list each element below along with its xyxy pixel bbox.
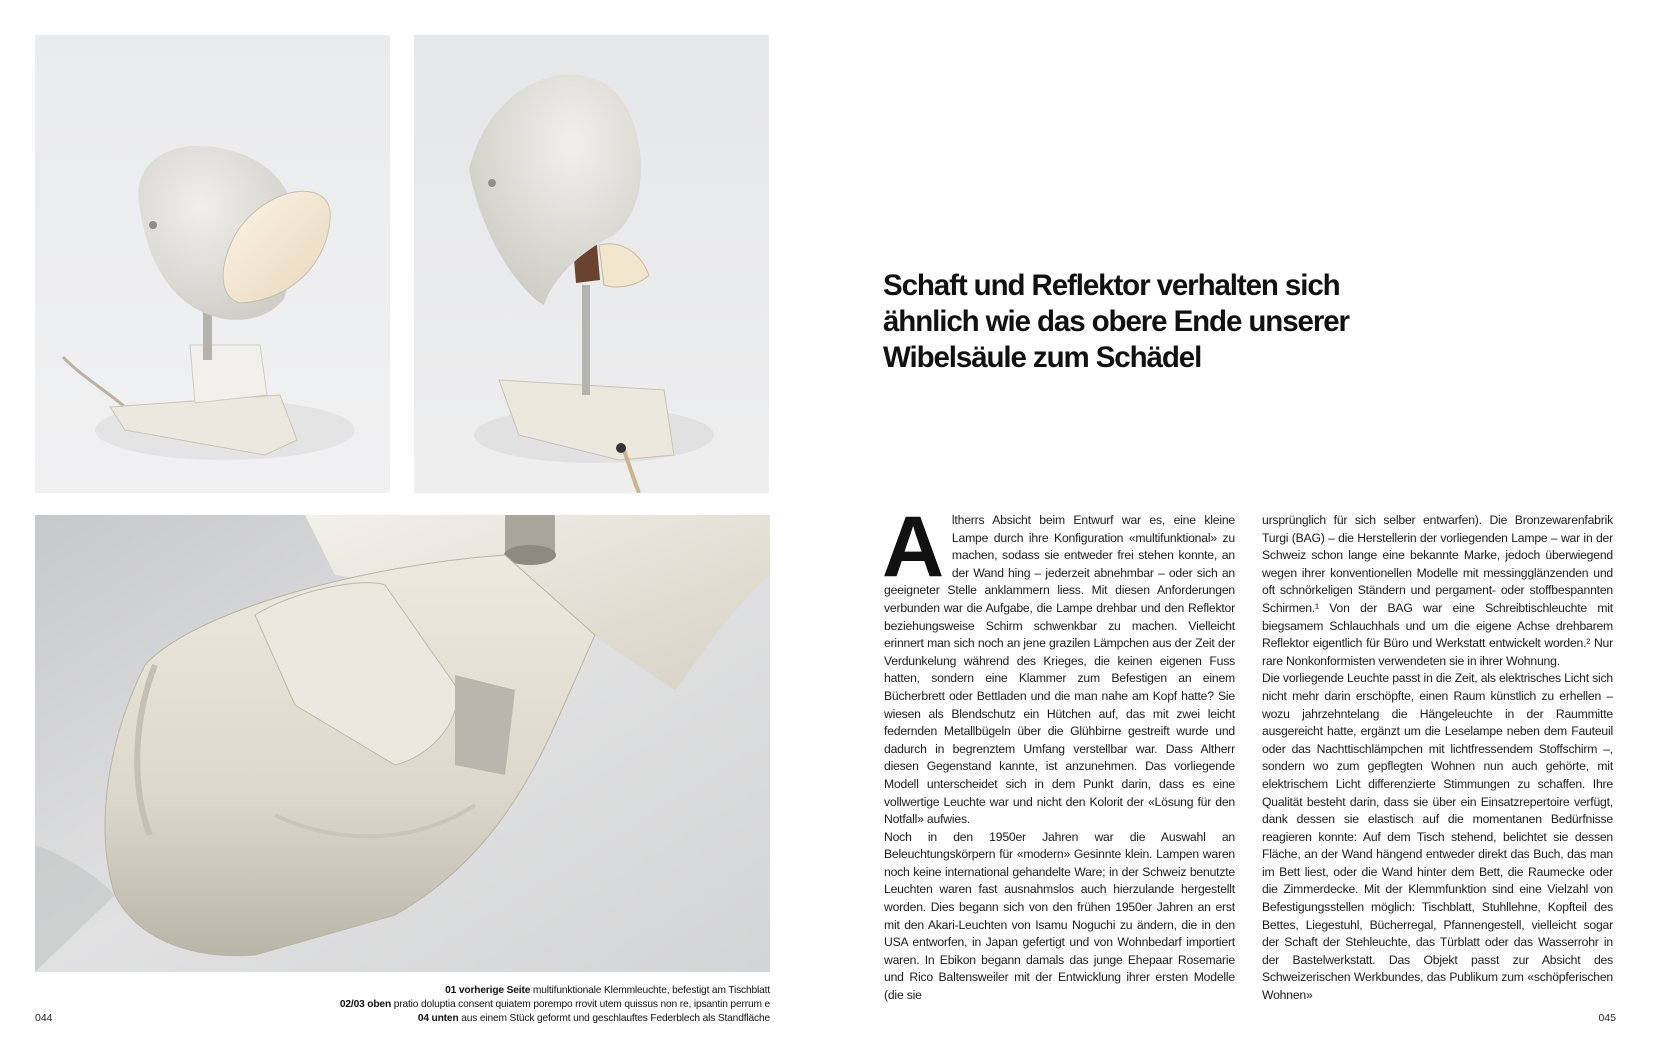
article-headline bbox=[883, 268, 1443, 376]
drop-cap: A bbox=[882, 499, 944, 595]
paragraph: Die vorliegende Leuchte passt in die Zeit, als elektrisches Licht sich nicht mehr darin erschöpfte, einen Raum künstlich zu erhellen – wozu jahrzehntelang die Hängeleuchte in der Raummitte ausgereicht hatte, ergänzt um die Leselampe neben dem Fauteuil oder das Nachttischlämpchen mit lichtfressendem Stoffschirm –, sondern wo zum gepflegten Wohnen nun auch gehörte, mit elektrischem Licht differenzierte Stimmungen zu schaffen. Ihre Qualität besteht darin, dass sie über ein Einsatzrepertoire verfügt, dank dessen sie elastisch auf die momentanen Bedürfnisse reagieren konnte: Auf dem Tisch stehend, belichtet sie dessen Fläche, an der Wand hängend entweder direkt das Buch, das man im Bett liest, oder die Wand hinter dem Bett, die Raumecke oder die Zimmerdecke. Mit der Klemmfunktion sind eine Vielzahl von Befestigungsstellen möglich: Tischblatt, Stuhllehne, Kopfteil des Bettes, Liegestuhl, Bücherregal, Pfannengestell, vielleicht sogar der Schaft der Stehleuchte, das Türblatt oder das Wasserrohr in der Bastelwerkstatt. Das Objekt passt zur Absicht des Schweizerischen Werkbundes, das Publikum zum «schöpferischen Wohnen» bbox=[1262, 671, 1613, 1003]
lamp-base-detail-photo bbox=[35, 515, 770, 972]
article-column-right bbox=[1262, 512, 1613, 1005]
headline-line-2: ähnlich wie das obere Ende unserer bbox=[883, 305, 1349, 338]
paragraph: Noch in den 1950er Jahren war die Auswahl an Beleuchtungskörpern für «modern» Gesinnte klein. Lampen waren noch keine international gehandelte Ware; in der Schweiz benutzte Leuchten waren fast ausnahmslos auch hierzulande hergestellt worden. Dies begann sich von den frühen 1950er Jahren an erst mit den Akari-Leuchten von Isamu Noguchi zu ändern, die in den USA entworfen, in Japan gefertigt und von Wohnbedarf importiert waren. In Ebikon begann damals das junge Ehepaar Rosemarie und Rico Baltensweiler mit der Entwicklung ihrer ersten Modelle (die sie bbox=[884, 829, 1235, 1003]
image-caption bbox=[30, 984, 770, 1027]
page-number-right: 045 bbox=[1598, 1012, 1616, 1024]
lamp-side-view-photo bbox=[414, 35, 769, 493]
article-column-left bbox=[882, 499, 1235, 1005]
caption-line-3: 04 unten aus einem Stück geformt und geschlauftes Federblech als Standfläche bbox=[417, 1013, 770, 1025]
lamp-front-view-photo bbox=[35, 35, 390, 493]
headline-line-1: Schaft und Reflektor verhalten sich bbox=[883, 269, 1340, 302]
caption-line-1: 01 vorherige Seite multifunktionale Klemmleuchte, befestigt am Tischblatt bbox=[445, 985, 770, 996]
paragraph: ursprünglich für sich selber entwarfen). Die Bronzewarenfabrik Turgi (BAG) – die Herstellerin der vorliegenden Lampe – war in der Schweiz schon lange eine bekannte Marke, jedoch überwiegend wegen ihrer konventionellen Modelle mit messingglänzenden und oft schnörkeligen Ständern und pergament- oder stoffbespannten Schirmen.¹ Von der BAG war eine Schreibtischleuchte mit biegsamem Schlauchhals und um die eigene Achse drehbarem Reflektor eigentlich für Büro und Werkstatt entwickelt worden.² Nur rare Nonkonformisten verwendeten sie in ihrer Wohnung. bbox=[1262, 513, 1613, 668]
caption-line-2: 02/03 oben pratio doluptia consent quiatem porempo rrovit utem quissus non re, ipsantin perrum e bbox=[339, 999, 770, 1011]
page-number-left: 044 bbox=[35, 1012, 53, 1024]
headline-line-3: Wibelsäule zum Schädel bbox=[883, 341, 1202, 374]
paragraph: Altherrs Absicht beim Entwurf war es, eine kleine Lampe durch ihre Konfiguration «multifunktional» zu machen, sodass sie entweder frei stehen konnte, an der Wand hing – jederzeit abnehmbar – oder sich an geeigneter Stelle anklammern liess. Mit diesen Anforderungen verbunden war die Aufgabe, die Lampe drehbar und den Reflektor beziehungsweise Schirm schwenkbar zu machen. Vielleicht erinnert man sich noch an jene grazilen Lämpchen aus der Zeit der Verdunkelung während des Krieges, die keinen eigenen Fuss hatten, sondern eine Klammer zum Befestigen an einem Bücherbrett oder Bettladen und die man nahe am Kopf hatte? Sie wiesen als Blendschutz ein Hütchen auf, das mit zwei leicht federnden Metallbügeln über die Glühbirne gestreift wurde und dadurch in begrenztem Umfang verstellbar war. Dass Altherr diesen Gegenstand kannte, ist anzunehmen. Das vorliegende Modell unterscheidet sich in dem Punkt darin, dass es eine vollwertige Leuchte war und nicht den Kolorit der «Lösung für den Notfall» aufwies. bbox=[882, 499, 1235, 827]
